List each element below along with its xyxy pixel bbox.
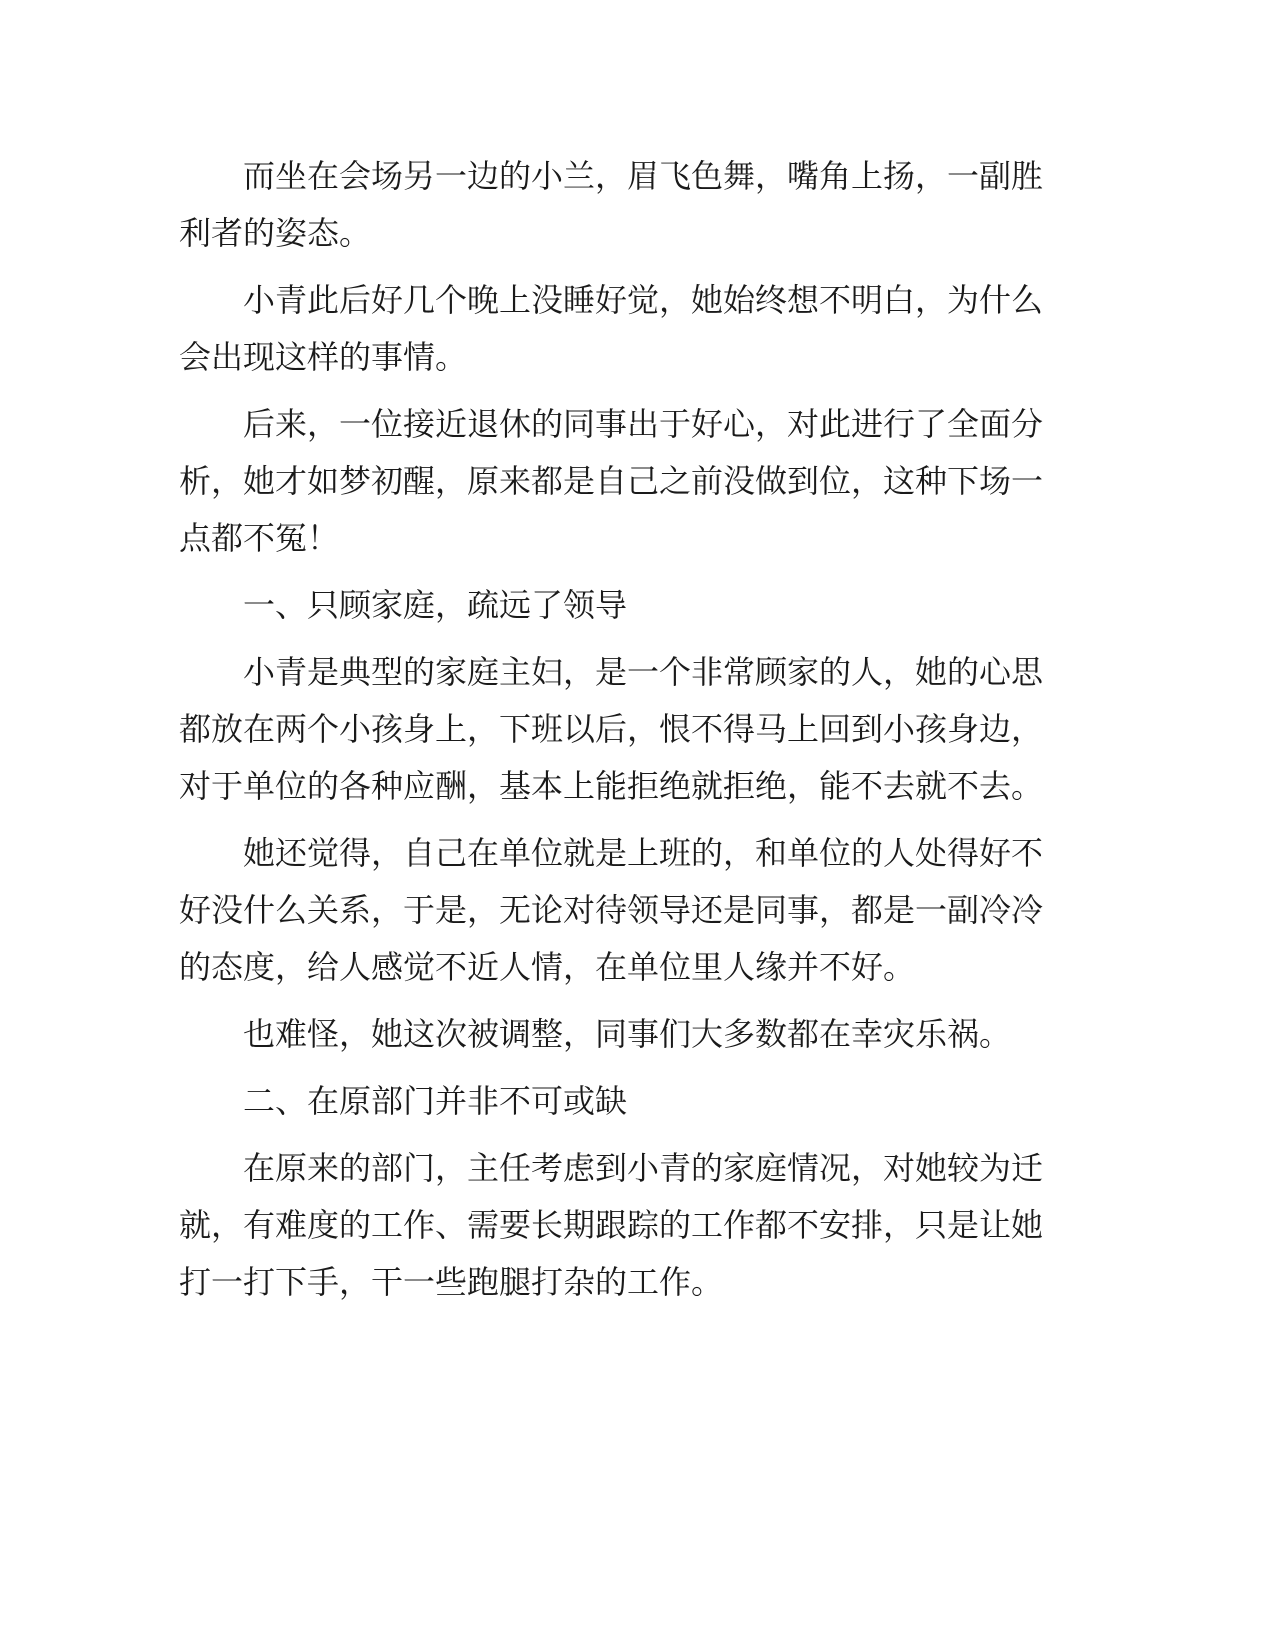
section-heading: 一、只顾家庭，疏远了领导 bbox=[243, 586, 628, 624]
paragraph: 后来，一位接近退休的同事出于好心，对此进行了全面分析，她才如梦初醒，原来都是自己之前没做到位，这种下场一点都不冤！ bbox=[179, 405, 1044, 557]
paragraph: 在原来的部门，主任考虑到小青的家庭情况，对她较为迁就，有难度的工作、需要长期跟踪的工作都不安排，只是让她打一打下手，干一些跑腿打杂的工作。 bbox=[179, 1149, 1044, 1301]
paragraph: 小青是典型的家庭主妇，是一个非常顾家的人，她的心思都放在两个小孩身上，下班以后，恨不得马上回到小孩身边，对于单位的各种应酬，基本上能拒绝就拒绝，能不去就不去。 bbox=[179, 653, 1044, 805]
section-heading: 二、在原部门并非不可或缺 bbox=[243, 1082, 628, 1120]
paragraph: 她还觉得，自己在单位就是上班的，和单位的人处得好不好没什么关系，于是，无论对待领导还是同事，都是一副冷冷的态度，给人感觉不近人情，在单位里人缘并不好。 bbox=[179, 834, 1044, 986]
paragraph: 也难怪，她这次被调整，同事们大多数都在幸灾乐祸。 bbox=[243, 1015, 1012, 1053]
document-body bbox=[179, 148, 1043, 1321]
paragraph: 而坐在会场另一边的小兰，眉飞色舞，嘴角上扬，一副胜利者的姿态。 bbox=[179, 157, 1044, 252]
paragraph: 小青此后好几个晚上没睡好觉，她始终想不明白，为什么会出现这样的事情。 bbox=[179, 281, 1044, 376]
